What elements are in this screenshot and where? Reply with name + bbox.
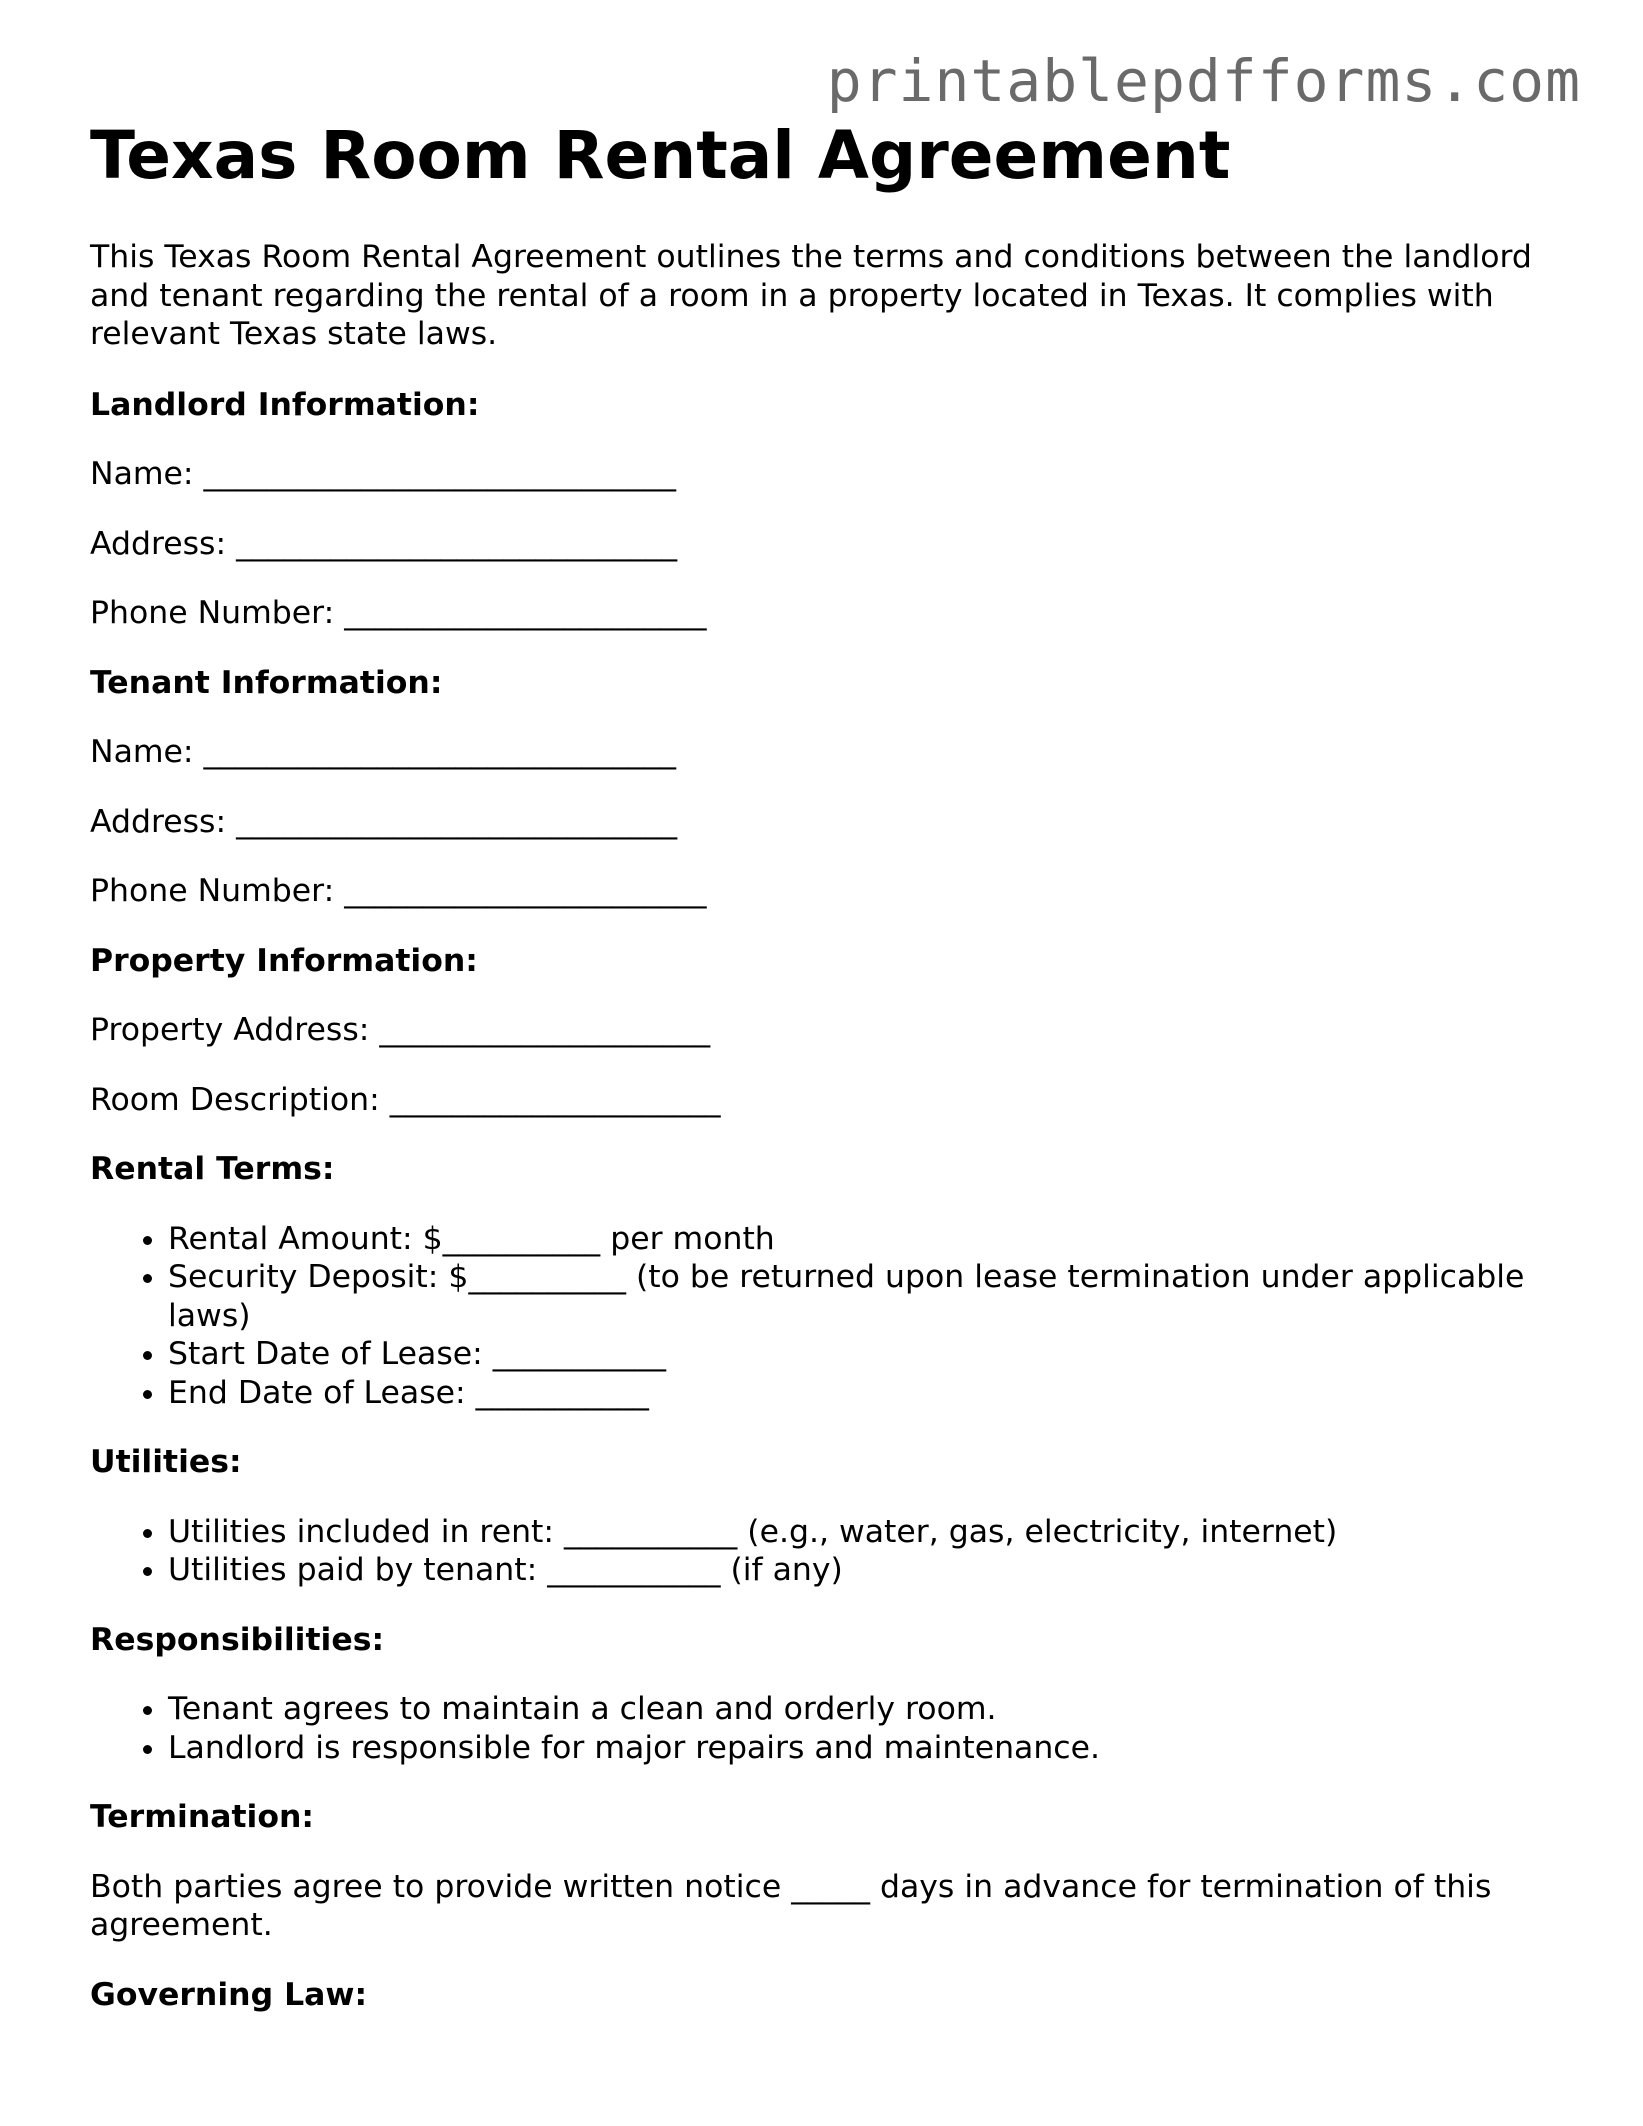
page-title: Texas Room Rental Agreement — [90, 117, 1231, 194]
governing-law-heading: Governing Law: — [90, 1976, 368, 2013]
tenant-heading: Tenant Information: — [90, 664, 443, 701]
list-item: • Start Date of Lease: ___________ — [168, 1335, 1560, 1374]
tenant-name-field: Name: ______________________________ — [90, 734, 677, 770]
watermark: printablepdfforms.com — [826, 47, 1581, 115]
landlord-heading: Landlord Information: — [90, 386, 480, 423]
termination-paragraph: Both parties agree to provide written notice _____ days in advance for termination of this agreement. — [90, 1868, 1492, 1943]
property-heading: Property Information: — [90, 942, 478, 979]
landlord-address-field: Address: ____________________________ — [90, 525, 678, 562]
responsibilities-heading: Responsibilities: — [90, 1621, 385, 1658]
utilities-heading: Utilities: — [90, 1444, 242, 1480]
termination-heading: Termination: — [90, 1799, 315, 1835]
list-item: • Tenant agrees to maintain a clean and orderly room. — [168, 1690, 1560, 1729]
list-item: • End Date of Lease: ___________ — [168, 1374, 1560, 1413]
intro-paragraph: This Texas Room Rental Agreement outlines the terms and conditions between the landlord and tenant regarding the rental of a room in a property located in Texas. It complies with relevant Texas state laws. — [90, 239, 1532, 352]
list-item: • Security Deposit: $__________ (to be returned upon lease termination under applicable laws) — [168, 1258, 1560, 1335]
tenant-address-field: Address: ____________________________ — [90, 803, 678, 840]
list-item: • Utilities included in rent: ___________ (e.g., water, gas, electricity, internet) — [168, 1513, 1560, 1552]
rental-terms-list — [90, 1220, 1560, 1413]
tenant-phone-field: Phone Number: _______________________ — [90, 873, 707, 909]
utilities-list — [90, 1513, 1560, 1590]
list-item: • Utilities paid by tenant: ___________ (if any) — [168, 1551, 1560, 1590]
room-description-field: Room Description: _____________________ — [90, 1081, 721, 1118]
property-address-field: Property Address: _____________________ — [90, 1012, 711, 1048]
document-content — [90, 118, 1560, 2045]
landlord-name-field: Name: ______________________________ — [90, 456, 677, 492]
responsibilities-list — [90, 1690, 1560, 1767]
landlord-phone-field: Phone Number: _______________________ — [90, 595, 707, 631]
list-item: • Landlord is responsible for major repairs and maintenance. — [168, 1729, 1560, 1768]
rental-terms-heading: Rental Terms: — [90, 1151, 335, 1187]
list-item: • Rental Amount: $__________ per month — [168, 1220, 1560, 1259]
